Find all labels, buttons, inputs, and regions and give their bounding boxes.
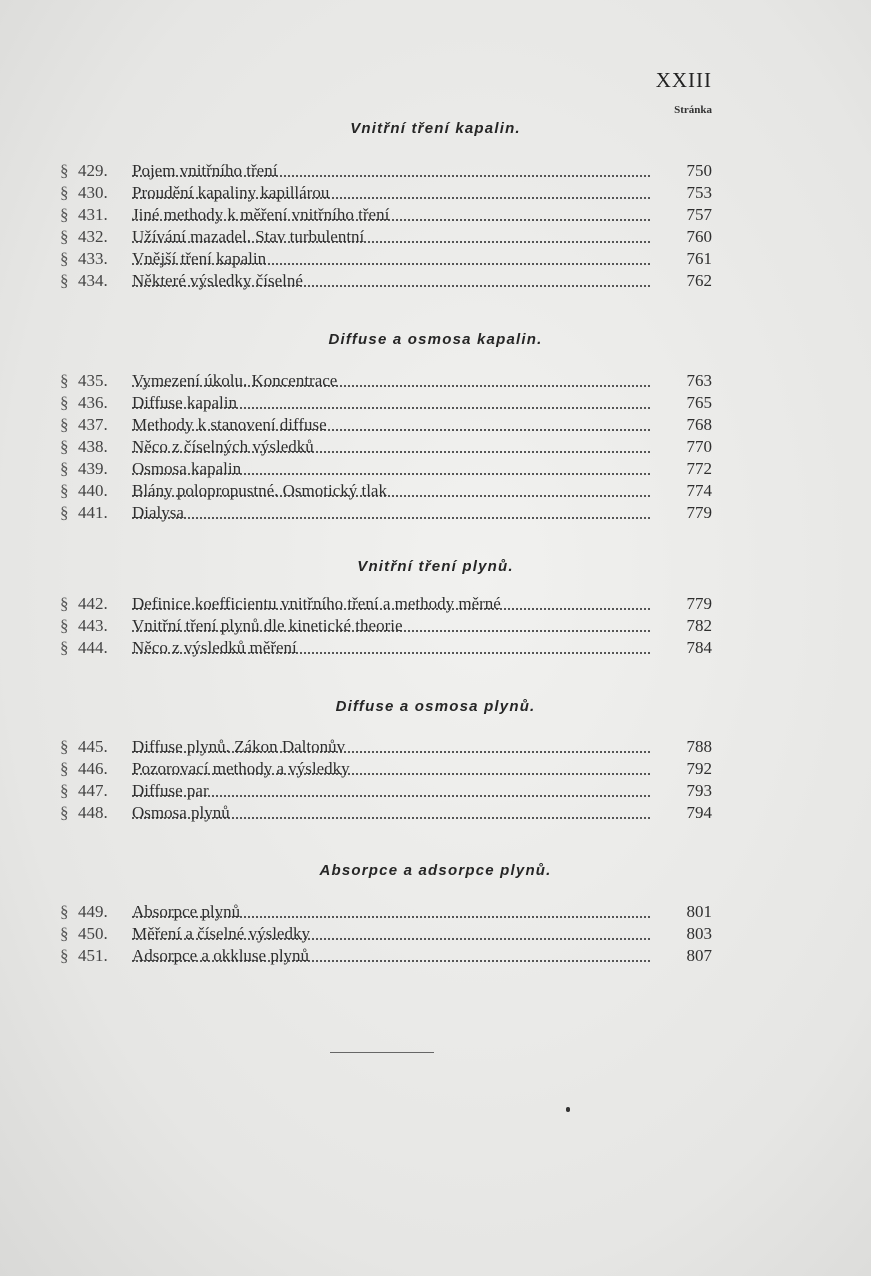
section-heading: Diffuse a osmosa kapalin. <box>328 331 543 348</box>
entry-page: 803 <box>686 924 712 943</box>
entry-number: 434. <box>78 271 108 290</box>
entry-number: 439. <box>78 459 108 478</box>
paragraph-sign: § <box>60 781 69 800</box>
toc-entry <box>60 226 712 248</box>
toc-section <box>60 593 712 659</box>
entry-title: Měření a číselné výsledky <box>132 924 310 943</box>
entry-title: Diffuse par <box>132 781 209 800</box>
entry-number: 441. <box>78 503 108 522</box>
section-heading: Diffuse a osmosa plynů. <box>335 698 536 715</box>
toc-entry <box>60 637 712 659</box>
entry-page: 765 <box>686 393 712 412</box>
entry-page: 784 <box>686 638 712 657</box>
entry-title: Adsorpce a okkluse plynů <box>132 946 310 965</box>
entry-number: 430. <box>78 183 108 202</box>
paragraph-sign: § <box>60 616 69 635</box>
section-heading: Vnitřní tření kapalin. <box>350 120 521 137</box>
paragraph-sign: § <box>60 227 69 246</box>
paragraph-sign: § <box>60 271 69 290</box>
toc-entry <box>60 780 712 802</box>
entry-title: Methody k stanovení diffuse <box>132 415 327 434</box>
toc-entry <box>60 392 712 414</box>
entry-page: 782 <box>686 616 712 635</box>
entry-title: Pojem vnitřního tření <box>132 161 278 180</box>
entry-number: 451. <box>78 946 108 965</box>
entry-page: 774 <box>686 481 712 500</box>
paragraph-sign: § <box>60 902 69 921</box>
entry-page: 788 <box>686 737 712 756</box>
toc-entry <box>60 270 712 292</box>
entry-page: 770 <box>686 437 712 456</box>
paragraph-sign: § <box>60 249 69 268</box>
paragraph-sign: § <box>60 371 69 390</box>
paragraph-sign: § <box>60 946 69 965</box>
entry-title: Pozorovací methody a výsledky <box>132 759 350 778</box>
entry-number: 448. <box>78 803 108 822</box>
entry-number: 446. <box>78 759 108 778</box>
entry-number: 437. <box>78 415 108 434</box>
section-heading: Absorpce a adsorpce plynů. <box>319 862 552 879</box>
toc-entry <box>60 370 712 392</box>
toc-entry <box>60 502 712 524</box>
entry-title: Některé výsledky číselné <box>132 271 303 290</box>
entry-number: 449. <box>78 902 108 921</box>
toc-section <box>60 736 712 824</box>
paragraph-sign: § <box>60 415 69 434</box>
entry-page: 761 <box>686 249 712 268</box>
entry-title: Osmosa plynů <box>132 803 230 822</box>
entry-title: Diffuse plynů. Zákon Daltonův <box>132 737 346 756</box>
paragraph-sign: § <box>60 205 69 224</box>
paragraph-sign: § <box>60 638 69 657</box>
entry-number: 436. <box>78 393 108 412</box>
paragraph-sign: § <box>60 737 69 756</box>
entry-title: Definice koefficientu vnitřního tření a methody měrné <box>132 594 501 613</box>
entry-page: 801 <box>686 902 712 921</box>
entry-page: 807 <box>686 946 712 965</box>
toc-section <box>60 901 712 967</box>
paragraph-sign: § <box>60 803 69 822</box>
entry-number: 429. <box>78 161 108 180</box>
toc-entry <box>60 802 712 824</box>
entry-title: Diffuse kapalin <box>132 393 237 412</box>
ink-speck <box>566 1107 570 1112</box>
entry-number: 443. <box>78 616 108 635</box>
toc-entry <box>60 436 712 458</box>
paragraph-sign: § <box>60 183 69 202</box>
entry-number: 435. <box>78 371 108 390</box>
entry-page: 793 <box>686 781 712 800</box>
entry-number: 444. <box>78 638 108 657</box>
entry-title: Vnější tření kapalin <box>132 249 267 268</box>
entry-number: 433. <box>78 249 108 268</box>
entry-page: 772 <box>686 459 712 478</box>
toc-entry <box>60 414 712 436</box>
entry-page: 768 <box>686 415 712 434</box>
paragraph-sign: § <box>60 161 69 180</box>
entry-number: 445. <box>78 737 108 756</box>
toc-entry <box>60 458 712 480</box>
paragraph-sign: § <box>60 459 69 478</box>
entry-page: 794 <box>686 803 712 822</box>
entry-title: Proudění kapaliny kapillárou <box>132 183 330 202</box>
entry-page: 760 <box>686 227 712 246</box>
paragraph-sign: § <box>60 481 69 500</box>
entry-number: 431. <box>78 205 108 224</box>
entry-number: 450. <box>78 924 108 943</box>
page-column-label: Stránka <box>674 104 712 116</box>
toc-entry <box>60 758 712 780</box>
toc-entry <box>60 182 712 204</box>
paragraph-sign: § <box>60 393 69 412</box>
entry-title: Něco z číselných výsledků <box>132 437 314 456</box>
toc-section <box>60 370 712 524</box>
entry-number: 432. <box>78 227 108 246</box>
toc-entry <box>60 480 712 502</box>
toc-entry <box>60 160 712 182</box>
entry-page: 792 <box>686 759 712 778</box>
paragraph-sign: § <box>60 924 69 943</box>
entry-title: Blány polopropustné. Osmotický tlak <box>132 481 387 500</box>
entry-title: Absorpce plynů <box>132 902 241 921</box>
entry-number: 440. <box>78 481 108 500</box>
entry-page: 757 <box>686 205 712 224</box>
entry-page: 762 <box>686 271 712 290</box>
entry-page: 753 <box>686 183 712 202</box>
section-heading: Vnitřní tření plynů. <box>357 558 514 575</box>
closing-rule <box>330 1052 434 1053</box>
toc-section <box>60 160 712 292</box>
entry-title: Jiné methody k měření vnitřního tření <box>132 205 390 224</box>
paragraph-sign: § <box>60 594 69 613</box>
toc-entry <box>60 615 712 637</box>
entry-page: 750 <box>686 161 712 180</box>
toc-entry <box>60 901 712 923</box>
paragraph-sign: § <box>60 437 69 456</box>
toc-entry <box>60 923 712 945</box>
entry-page: 763 <box>686 371 712 390</box>
entry-title: Vnitřní tření plynů dle kinetické theorie <box>132 616 403 635</box>
paragraph-sign: § <box>60 503 69 522</box>
entry-page: 779 <box>686 594 712 613</box>
paragraph-sign: § <box>60 759 69 778</box>
entry-title: Osmosa kapalin <box>132 459 242 478</box>
toc-entry <box>60 248 712 270</box>
toc-entry <box>60 593 712 615</box>
entry-number: 438. <box>78 437 108 456</box>
entry-title: Dialysa <box>132 503 184 522</box>
toc-entry <box>60 736 712 758</box>
toc-entry <box>60 945 712 967</box>
entry-title: Něco z výsledků měření <box>132 638 297 657</box>
page-number: XXIII <box>655 68 712 92</box>
entry-number: 447. <box>78 781 108 800</box>
entry-title: Užívání mazadel. Stav turbulentní <box>132 227 365 246</box>
toc-entry <box>60 204 712 226</box>
entry-page: 779 <box>686 503 712 522</box>
entry-title: Vymezení úkolu. Koncentrace <box>132 371 338 390</box>
entry-number: 442. <box>78 594 108 613</box>
